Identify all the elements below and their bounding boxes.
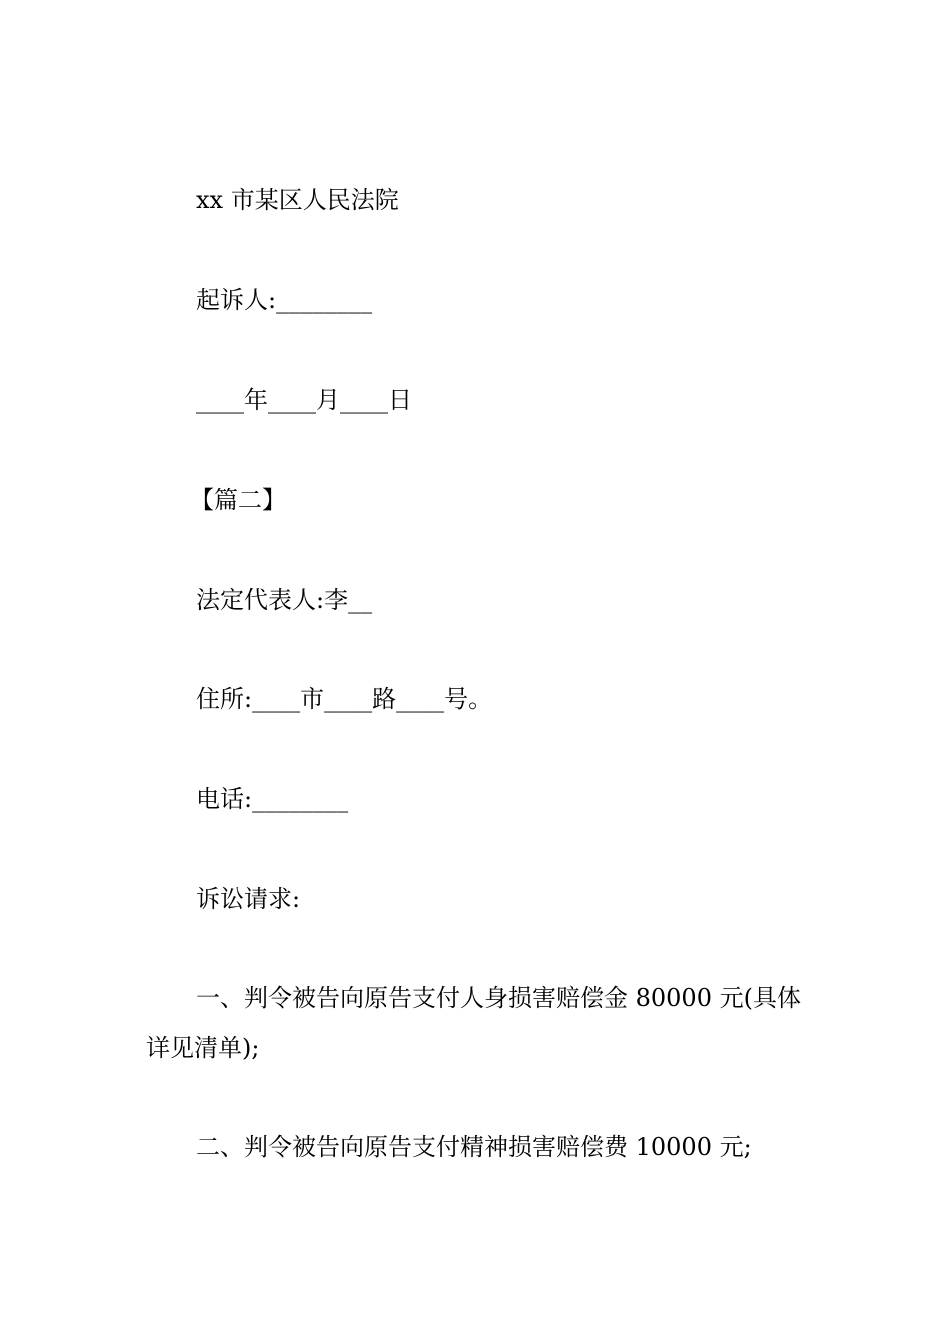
legal-representative-line: 法定代表人:李__ bbox=[196, 586, 373, 614]
court-name: xx 市某区人民法院 bbox=[196, 186, 399, 214]
claim-item-2: 二、判令被告向原告支付精神损害赔偿费 10000 元; bbox=[196, 1133, 752, 1161]
date-line: ____年____月____日 bbox=[196, 386, 412, 414]
claims-heading: 诉讼请求: bbox=[196, 885, 301, 913]
section-heading: 【篇二】 bbox=[190, 486, 286, 514]
phone-line: 电话:________ bbox=[196, 785, 349, 813]
claim-item-1: 一、判令被告向原告支付人身损害赔偿金 80000 元(具体详见清单); bbox=[146, 984, 801, 1062]
address-line: 住所:____市____路____号。 bbox=[196, 685, 493, 713]
plaintiff-signature-line: 起诉人:________ bbox=[196, 286, 373, 314]
